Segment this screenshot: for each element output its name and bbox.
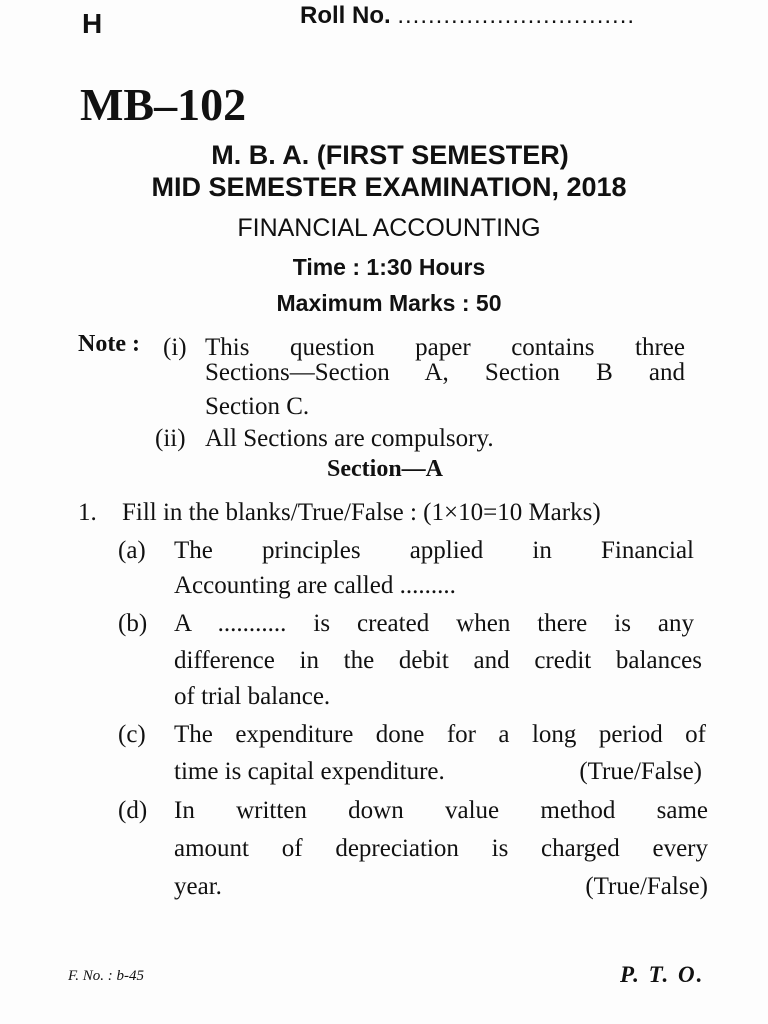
roll-number-blank: ............................... [397, 2, 636, 29]
set-code: H [82, 8, 103, 39]
question-text: Fill in the blanks/True/False : (1×10=10 Marks) [122, 499, 601, 526]
option-label: (a) [118, 537, 146, 564]
please-turn-over: P. T. O. [620, 962, 705, 987]
option-statement: year. [174, 873, 222, 900]
option-line [174, 870, 708, 904]
option-line [174, 755, 702, 789]
option-line: difference in the debit and credit balances [174, 647, 702, 674]
question-number: 1. [78, 499, 97, 526]
option-label: (d) [118, 797, 148, 824]
note-label: Note : [78, 331, 140, 357]
option-line: The principles applied in Financial [174, 537, 694, 564]
roll-number-field [300, 2, 635, 30]
option-statement: time is capital expenditure. [174, 758, 445, 785]
note-item-line: This question paper contains three [205, 334, 685, 361]
file-number: F. No. : b-45 [68, 968, 144, 984]
maximum-marks: Maximum Marks : 50 [276, 290, 502, 316]
true-false-marker: (True/False) [585, 873, 708, 900]
exam-duration: Time : 1:30 Hours [292, 254, 486, 280]
option-line: In written down value method same [174, 797, 708, 824]
note-item-line: All Sections are compulsory. [205, 425, 494, 452]
option-line: amount of depreciation is charged every [174, 835, 708, 862]
option-line: of trial balance. [174, 683, 331, 710]
note-item-line: Section C. [205, 393, 310, 420]
subject-title: FINANCIAL ACCOUNTING [237, 214, 541, 242]
option-line: A ........... is created when there is any [174, 610, 694, 637]
note-item-label: (i) [163, 334, 187, 361]
note-item-label: (ii) [155, 425, 186, 452]
exam-title: MID SEMESTER EXAMINATION, 2018 [151, 172, 627, 202]
option-label: (c) [118, 721, 146, 748]
option-line: The expenditure done for a long period of [174, 721, 706, 748]
true-false-marker: (True/False) [579, 758, 702, 785]
roll-number-label: Roll No. [300, 2, 391, 29]
option-line: Accounting are called ......... [174, 572, 456, 599]
program-title: M. B. A. (FIRST SEMESTER) [211, 140, 569, 170]
section-title: Section—A [327, 456, 443, 482]
paper-code: MB–102 [80, 79, 247, 130]
option-label: (b) [118, 610, 148, 637]
note-item-line: Sections—Section A, Section B and [205, 359, 685, 386]
